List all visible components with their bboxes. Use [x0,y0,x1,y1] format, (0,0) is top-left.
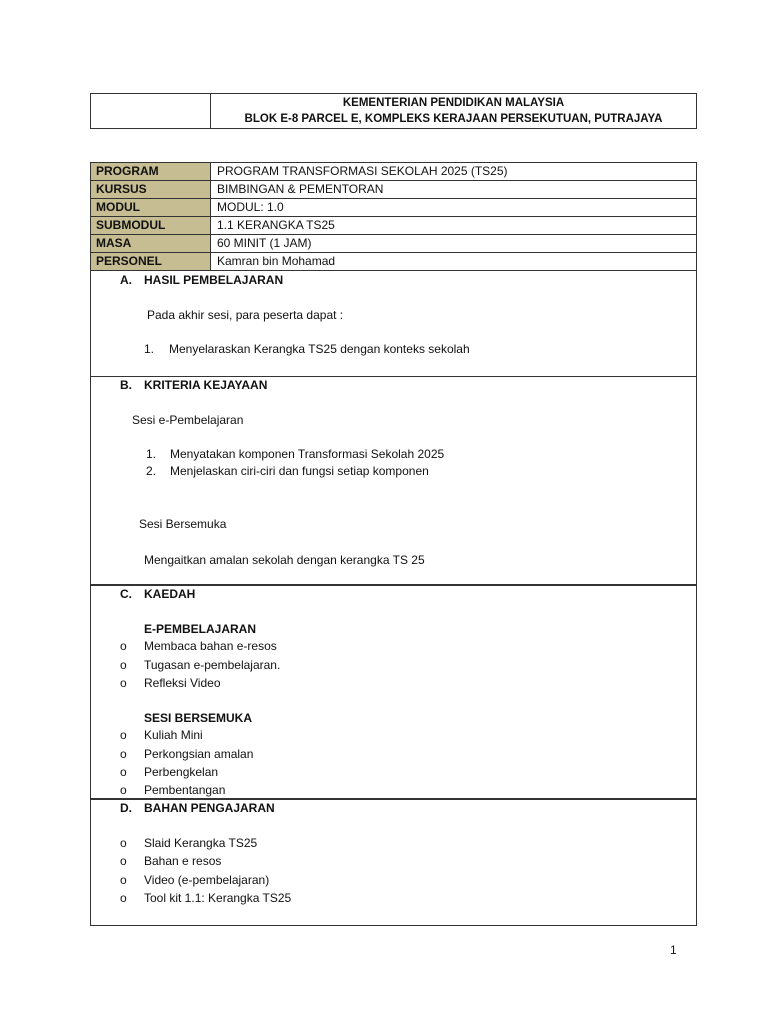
info-row-modul [91,199,696,217]
bullet-icon: o [120,854,127,868]
info-label: PROGRAM [91,163,211,180]
bullet-icon: o [120,676,127,690]
section-kaedah [90,585,697,799]
section-b-subheading-bersemuka: Sesi Bersemuka [139,517,227,531]
info-label: KURSUS [91,181,211,198]
info-value: 60 MINIT (1 JAM) [217,236,312,250]
group-title-sesi-bersemuka: SESI BERSEMUKA [144,711,253,725]
bullet-icon: o [120,765,127,779]
list-item: Tool kit 1.1: Kerangka TS25 [144,891,292,905]
info-value: Kamran bin Mohamad [217,254,336,268]
section-b-title: KRITERIA KEJAYAAN [144,378,268,392]
section-a-intro: Pada akhir sesi, para peserta dapat : [147,308,344,322]
info-label: MASA [91,235,211,252]
list-item: Refleksi Video [144,676,221,690]
info-row-kursus [91,181,696,199]
info-value: BIMBINGAN & PEMENTORAN [217,182,384,196]
bullet-icon: o [120,747,127,761]
info-value: PROGRAM TRANSFORMASI SEKOLAH 2025 (TS25) [217,164,508,178]
info-row-submodul [91,217,696,235]
header-table [90,93,697,129]
list-item: Menjelaskan ciri-ciri dan fungsi setiap komponen [170,464,429,478]
section-kriteria-kejayaan [90,376,697,585]
list-item: Menyatakan komponen Transformasi Sekolah 2025 [170,447,445,461]
section-d-marker: D. [120,801,132,815]
bullet-icon: o [120,639,127,653]
section-b-bersemuka-text: Mengaitkan amalan sekolah dengan kerangka TS 25 [144,553,425,567]
info-label: MODUL [91,199,211,216]
list-item: Perbengkelan [144,765,219,779]
page-number: 1 [670,943,677,957]
section-b-marker: B. [120,378,132,392]
section-a-title: HASIL PEMBELAJARAN [144,273,284,287]
list-item: Pembentangan [144,783,226,797]
header-title-cell [211,94,696,128]
info-row-masa [91,235,696,253]
list-number: 2. [146,464,157,478]
info-row-program [91,163,696,181]
list-item: Membaca bahan e-resos [144,639,277,653]
section-bahan-pengajaran [90,799,697,926]
section-a-marker: A. [120,273,132,287]
bullet-icon: o [120,783,127,797]
ministry-name: KEMENTERIAN PENDIDIKAN MALAYSIA [342,97,565,109]
list-item: Bahan e resos [144,854,222,868]
list-item: Video (e-pembelajaran) [144,873,270,887]
section-b-subheading-elearning: Sesi e-Pembelajaran [132,413,244,427]
bullet-icon: o [120,658,127,672]
info-value: MODUL: 1.0 [217,200,284,214]
header-empty-cell [91,94,211,128]
info-label: PERSONEL [91,253,211,270]
list-item: Tugasan e-pembelajaran. [144,658,281,672]
list-number: 1. [146,447,157,461]
info-row-personel [91,253,696,271]
list-item: Perkongsian amalan [144,747,254,761]
list-number: 1. [144,342,155,356]
bullet-icon: o [120,836,127,850]
section-hasil-pembelajaran [90,270,697,377]
section-c-marker: C. [120,587,132,601]
bullet-icon: o [120,728,127,742]
info-value: 1.1 KERANGKA TS25 [217,218,335,232]
list-item: Slaid Kerangka TS25 [144,836,258,850]
list-item: Kuliah Mini [144,728,203,742]
section-c-title: KAEDAH [144,587,196,601]
bullet-icon: o [120,873,127,887]
ministry-address: BLOK E-8 PARCEL E, KOMPLEKS KERAJAAN PERSEKUTUAN, PUTRAJAYA [244,113,663,125]
section-d-title: BAHAN PENGAJARAN [144,801,275,815]
info-table [90,162,697,271]
info-label: SUBMODUL [91,217,211,234]
list-item: Menyelaraskan Kerangka TS25 dengan konteks sekolah [169,342,470,356]
bullet-icon: o [120,891,127,905]
group-title-epembelajaran: E-PEMBELAJARAN [144,622,257,636]
